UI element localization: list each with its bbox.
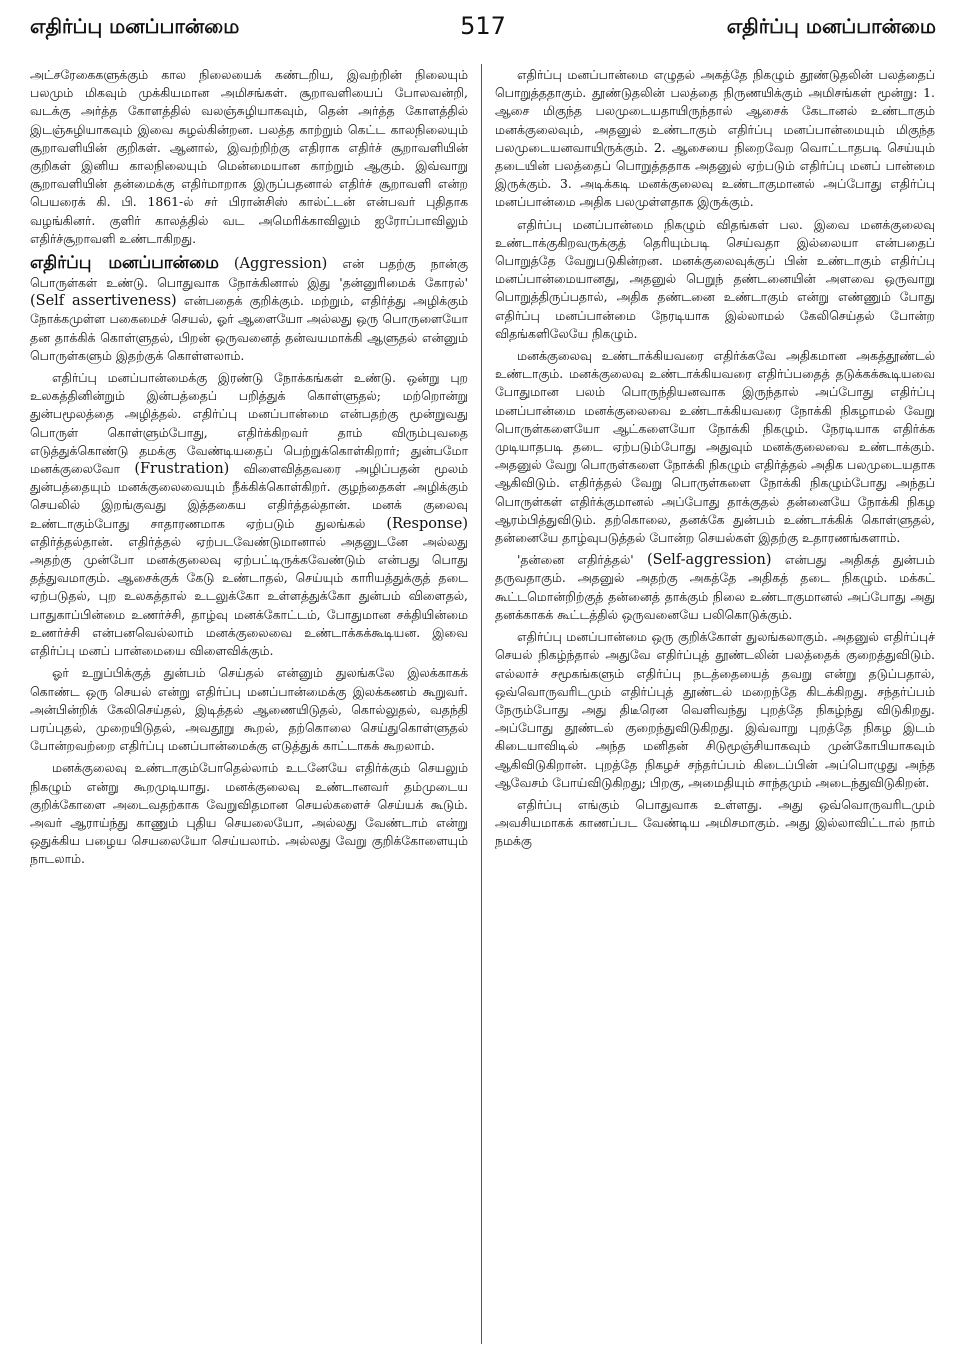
paragraph: அட்சரேகைகளுக்கும் கால நிலையைக் கண்டறிய, இவற்றின் நிலையும் பலமும் மிகவும் முக்கியமான அமிசங்கள். சூறாவளியைப் போலவன்றி, வடக்கு அர்த்த கோளத்தில் வலஞ்சுழியாகவும், தென் அர்த்த கோளத்தில் இடஞ்சுழியாகவும் இவை சுழல்கின்றன. பலத்த காற்றும் கெட்ட காலநிலையும் சூறாவளியின் குறிகள். ஆனால், இவற்றிற்கு எதிராக எதிர்ச் சூறாவளியின் குறிகள் இனிய காலநிலையும் மென்மையான காற்றும் ஆகும். இவ்வாறு சூறாவளியின் தன்மைக்கு எதிர்மாறாக இருப்பதனால் எதிர்ச் சூறாவளி என்ற பெயரைக் கி. பி. 1861-ல் சர் பிரான்சிஸ் கால்ட்டன் என்பவர் புதிதாக வழங்கினர். குளிர் காலத்தில் வட அமெரிக்காவிலும் ஐரோப்பாவிலும் எதிர்ச்சூறாவளி உண்டாகிறது. — [30, 67, 468, 246]
entry-heading: எதிர்ப்பு மனப்பான்மை — [30, 253, 219, 274]
text-run: 'தன்னை எதிர்த்தல்' — [517, 552, 634, 568]
left-column — [30, 66, 468, 1346]
english-term: (Response) — [386, 515, 468, 532]
paragraph: மனக்குலைவு உண்டாகும்போதெல்லாம் உடனேயே எதிர்க்கும் செயலும் நிகழும் என்று கூறமுடியாது. மனக்குலைவு உண்டானவர் தம்முடைய குறிக்கோளை அடைவதற்காக வேறுவிதமான செயல்களைச் செய்யக் கூடும். அவர் ஆராய்ந்து காணும் புதிய செயலையோ, அல்லது வேண்டாம் என்று ஒதுக்கிய பழைய செயலையோ செய்யலாம். அல்லது வேறு குறிக்கோளையும் நாடலாம். — [30, 760, 468, 867]
column-divider — [481, 64, 482, 1344]
paragraph: மனக்குலைவு உண்டாக்கியவரை எதிர்க்கவே அதிகமான அகத்தூண்டல் உண்டாகும். மனக்குலைவு உண்டாக்கியவரை எதிர்ப்பதைத் தடுக்கக்கூடியவை போதுமான பலம் பொருந்தியனவாக இருந்தால் அப்போது எதிர்ப்பு மனப்பான்மை மனக்குலைவை உண்டாக்கியவரை நோக்கி நிகழாமல் வேறு பொருள்களையோ ஆட்களையோ நோக்கி நிகழும். நேரடியாக எதிர்க்க முடியாதபடி தடை ஏற்படும்போது அதுவும் மனக்குலைவை உண்டாக்கும். அதனுல் வேறு பொருள்களை நோக்கி நிகழும் எதிர்த்தல் அதிக பலமுடையதாக ஆகிவிடும். எதிர்த்தல் வேறு பொருள்களை நோக்கி நிகழும்போது அந்தப் பொருள்கள் எதிர்க்குமானல் அப்போது தாக்குதல் தன்னையே நோக்கி நிகழ ஆரம்பித்துவிடும். தற்கொலை, தனக்கே துன்பம் உண்டாக்கிக் கொள்ளுதல், தன்னையே தாழ்வுபடுத்தல் போன்ற செயல்கள் இதற்கு உதாரணங்களாம். — [495, 348, 935, 546]
paragraph: ஓர் உறுப்பிக்குத் துன்பம் செய்தல் என்னும் துலங்கலே இலக்காகக் கொண்ட ஒரு செயல் என்று எதிர்ப்பு மனப்பான்மைக்கு இலக்கணம் கூறுவர். அன்பின்றிக் கேலிசெய்தல், இடித்தல் ஆணையிடுதல், கொல்லுதல், வதந்தி பரப்புதல், முறையிடுதல், அவதூறு கூறல், தற்கொலை செய்துகொள்ளுதல் போன்றவற்றை எதிர்ப்பு மனப்பான்மைக்கு எடுத்துக் காட்டாகக் கூறலாம். — [30, 665, 468, 754]
english-term: (Self-aggression) — [646, 552, 772, 569]
text-run: விளைவித்தவரை அழிப்பதன் மூலம் துன்பத்தையும் மனக்குலைவையும் நீக்கிக்கொள்கிறர். குழந்தைகள் அழிக்கும் செயலில் இறங்குவது இத்தகைய எதிர்த்தல்தான். மனக் குலைவு உண்டாகும்போது சாதாரணமாக ஏற்படும் துலங்கல் — [30, 461, 468, 531]
paragraph: எதிர்ப்பு மனப்பான்மை ஒரு குறிக்கோள் துலங்கலாகும். அதனுல் எதிர்ப்புச் செயல் நிகழ்ந்தால் அதுவே எதிர்ப்புத் தூண்டலின் பலத்தைக் குறைத்துவிடும். எல்லாச் சமூகங்களும் எதிர்ப்பு நடத்தையைத் தவறு என்று தடுப்பதால், ஒவ்வொருவரிடமும் எதிர்ப்புத் தூண்டல் மறைந்தே கிடக்கிறது. சந்தர்ப்பம் நேரும்போது அது திடீரென வெளிவந்து புறத்தே நிகழ்ந்து விடுகிறது. அப்போது தூண்டல் குறைந்துவிடுகிறது. இவ்வாறு புறத்தே நிகழ இடம் கிடையாவிடில் அந்த மனிதன் சிடுமூஞ்சியாகவும் முன்கோபியாகவும் ஆகிவிடுகிறான். புறத்தே நிகழச் சந்தர்ப்பம் கிடைப்பின் அப்பொழுது அந்த ஆவேசம் போய்விடுகிறது; பிறகு, அமைதியும் சாந்தமும் அடைந்துவிடுகிறன். — [495, 629, 935, 790]
entry-paragraph — [30, 252, 468, 365]
paragraph: எதிர்ப்பு மனப்பான்மை நிகழும் விதங்கள் பல. இவை மனக்குலைவு உண்டாக்குகிறவருக்குத் தெரியும்படி செய்வதா இல்லையா என்பதைப் பொறுத்தே வேறுபடுகின்றன. மனக்குலைவுக்குப் பின் உண்டாகும் எதிர்ப்பு மனப்பான்மையானது, அதனுல் பெறுந் தண்டனையின் அளவை ஒருவாறு பொறுத்திருப்பதால், அதிக தண்டனை உண்டாகும் என்று எண்ணும் போது எதிர்ப்பு மனப்பான்மை நேரடியாக இல்லாமல் கேலிசெய்தல் போன்ற விதங்களிலேயே நிகழும். — [495, 216, 935, 341]
page-number: 517 — [460, 12, 506, 40]
text-run: என்பதைக் குறிக்கும். மற்றும், எதிர்த்து அழிக்கும் நோக்கமுள்ள பகைமைச் செயல், ஓர் ஆளையோ அல்லது ஒரு பொருளையோ தன தாக்கிக் கொள்ளுதல், பிறன் ஒருவனைத் தன்வயமாக்கி ஆளுதல் என்னும் பொருள்களும் இதற்குக் கொள்ளலாம். — [30, 293, 468, 363]
running-title-right: எதிர்ப்பு மனப்பான்மை — [726, 14, 936, 38]
entry-heading-english: (Aggression) — [233, 256, 328, 273]
text-run: என் பதற்கு நான்கு பொருள்கள் உண்டு. பொதுவாக நோக்கினால் இது 'தன்னுரிமைக் கோரல்' — [30, 256, 468, 291]
running-title-left: எதிர்ப்பு மனப்பான்மை — [30, 14, 240, 38]
english-term: (Frustration) — [134, 461, 230, 478]
text-run: எதிர்த்தல்தான். எதிர்த்தல் ஏற்படவேண்டுமானால் அதனுடனே அல்லது அதற்கு முன்போ மனக்குலைவு ஏற்பட்டிருக்கவேண்டும் என்பது பொது தத்துவமாகும். ஆசைக்குக் கேடு உண்டாதல், செய்யும் காரியத்துக்குத் தடை ஏற்படுதல், புற உலகத்தால் உடலுக்கோ உள்ளத்துக்கோ துன்பம் விளைதல், பாதுகாப்பின்மை உணர்ச்சி, தாழ்வு மனக்கோட்டம், போதுமான சக்தியின்மை உணர்ச்சி என்பனவெல்லாம் மனக்குலைவை உண்டாக்கக்கூடியன. இவை எதிர்ப்பு மனப் பான்மையை விளைவிக்கும். — [30, 533, 468, 659]
paragraph — [495, 551, 935, 624]
right-column — [495, 66, 935, 1346]
paragraph: எதிர்ப்பு எங்கும் பொதுவாக உள்ளது. அது ஒவ்வொருவரிடமும் அவசியமாகக் காணப்பட வேண்டிய அமிசமாகும். அது இல்லாவிட்டால் நாம் நமக்கு — [495, 796, 935, 849]
text-run: என்பது அதிகத் துன்பம் தருவதாகும். அதனுல் அதற்கு அகத்தே அதிகத் தடை நிகழும். மக்கட் கூட்டமொன்றிற்குத் தன்னைத் தாக்கும் நிலை உண்டாகுமானல் அப்போது அது தனக்காகக் கூட்டத்தில் ஒருவனையே பலிகொடுக்கும். — [495, 552, 935, 622]
english-term: (Self assertiveness) — [30, 293, 177, 310]
paragraph: எதிர்ப்பு மனப்பான்மை எழுதல் அகத்தே நிகழும் தூண்டுதலின் பலத்தைப் பொறுத்ததாகும். தூண்டுதலின் பலத்தை நிருணயிக்கும் அமிசங்கள் மூன்று: 1. ஆசை மிகுந்த பலமுடையதாயிருந்தால் ஆசைக் கேடானல் உண்டாகும் மனக்குலைவும், அதனுல் உண்டாகும் எதிர்ப்பு மனப்பான்மையும் மிகுந்த பலமுடையனவாயிருக்கும். 2. ஆசையை நிறைவேற வொட்டாதபடி செய்யும் தடையின் பலத்தைப் பொறுத்ததாக அதனுல் ஏற்படும் எதிர்ப்பு மனப் பான்மை இருக்கும். 3. அடிக்கடி மனக்குலைவு உண்டாகுமானல் அப்போது எதிர்ப்பு மனப்பான்மை அதிக பலமுள்ளதாக இருக்கும். — [495, 67, 935, 210]
text-run: எதிர்ப்பு மனப்பான்மைக்கு இரண்டு நோக்கங்கள் உண்டு. ஒன்று புற உலகத்தினின்றும் இன்பத்தைப் பறித்துக் கொள்ளுதல்; மற்றொன்று துன்பமூலத்தை அழித்தல். எதிர்ப்பு மனப்பான்மை என்பதற்கு மூன்றுவது பொருள் கொள்ளும்போது, எதிர்க்கிறவர் தாம் விரும்புவதை எடுத்துக்கொண்டு தமக்கு வேண்டியதைப் பெற்றுக்கொள்கிறார்; துன்பமோ மனக்குலைவோ — [30, 370, 468, 477]
paragraph — [30, 369, 468, 660]
page-header — [30, 14, 936, 54]
